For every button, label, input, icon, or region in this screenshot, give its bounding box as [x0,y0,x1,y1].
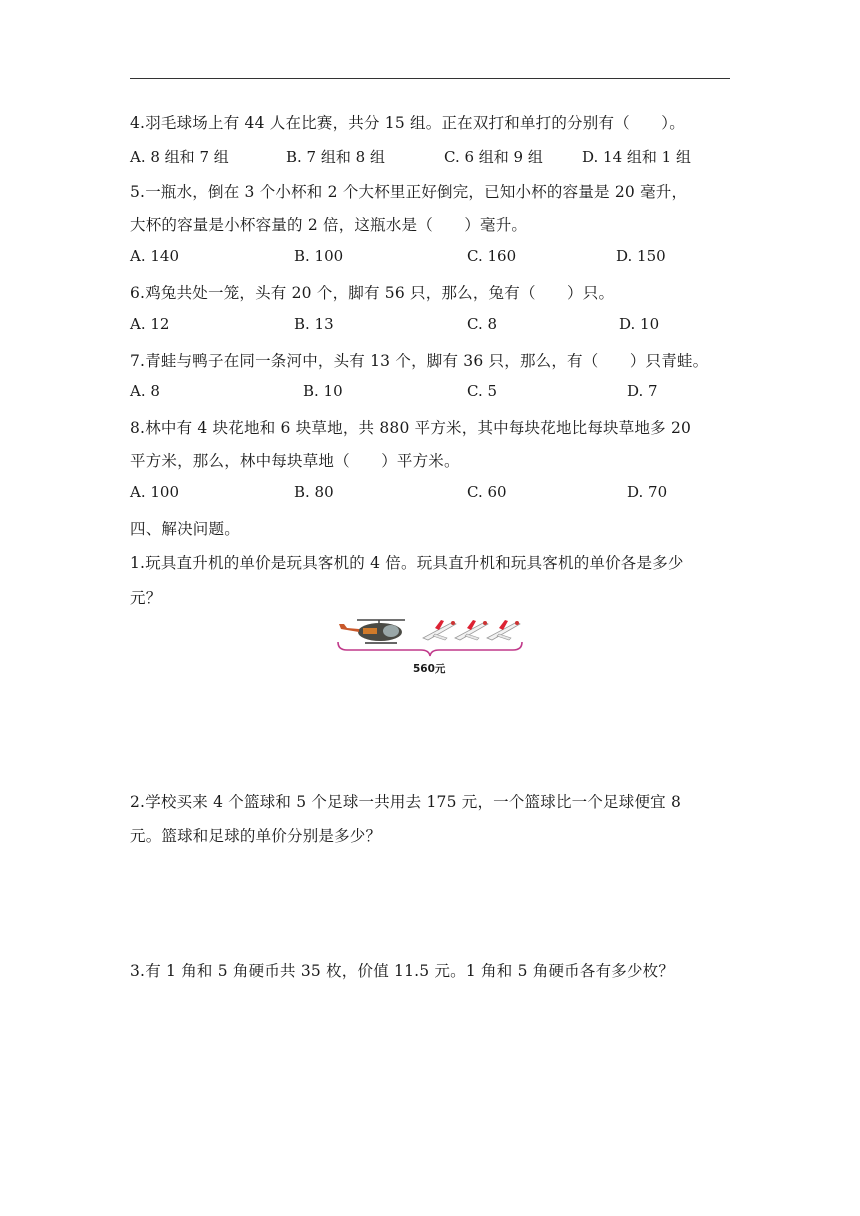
q6-option-b: B. 13 [294,315,334,333]
q7-option-b: B. 10 [303,382,343,400]
q7-option-c: C. 5 [467,382,498,400]
q4-option-b: B. 7 组和 8 组 [286,148,385,166]
airplane-image-1 [423,620,456,640]
q8-option-d: D. 70 [627,483,668,501]
q6-option-a: A. 12 [130,315,170,333]
p3-line1: 3.有 1 角和 5 角硬币共 35 枚，价值 11.5 元。1 角和 5 角硬币各有多少枚？ [130,962,675,980]
q5-option-a: A. 140 [130,247,179,265]
total-brace [338,642,522,656]
p1-line1: 1.玩具直升机的单价是玩具客机的 4 倍。玩具直升机和玩具客机的单价各是多少 [130,554,684,572]
helicopter-image [339,620,405,643]
q8-option-a: A. 100 [130,483,179,501]
q6-stem: 6.鸡兔共处一笼，头有 20 个，脚有 56 只，那么，兔有（ ）只。 [130,284,615,302]
section-heading: 四、解决问题。 [130,520,240,538]
q7-option-d: D. 7 [627,382,658,400]
q5-option-d: D. 150 [616,247,666,265]
airplane-image-2 [455,620,488,640]
p1-line2: 元？ [130,589,162,607]
q6-option-c: C. 8 [467,315,498,333]
q8-stem-line2: 平方米，那么，林中每块草地（ ）平方米。 [130,452,460,470]
q4-option-a: A. 8 组和 7 组 [130,148,229,166]
q8-option-b: B. 80 [294,483,334,501]
airplane-image-3 [487,620,520,640]
q8-stem-line1: 8.林中有 4 块花地和 6 块草地，共 880 平方米，其中每块花地比每块草地多 20 [130,419,692,437]
q6-option-d: D. 10 [619,315,660,333]
q4-option-d: D. 14 组和 1 组 [582,148,691,166]
q8-option-c: C. 60 [467,483,507,501]
q7-option-a: A. 8 [130,382,160,400]
figure-total-label: 560元 [413,663,446,675]
q5-stem-line1: 5.一瓶水，倒在 3 个小杯和 2 个大杯里正好倒完，已知小杯的容量是 20 毫升， [130,183,688,201]
q5-stem-line2: 大杯的容量是小杯容量的 2 倍，这瓶水是（ ）毫升。 [130,216,528,234]
p2-line2: 元。篮球和足球的单价分别是多少？ [130,827,382,845]
q7-stem: 7.青蛙与鸭子在同一条河中，头有 13 个，脚有 36 只，那么，有（ ）只青蛙。 [130,352,709,370]
q5-option-b: B. 100 [294,247,344,265]
q4-option-c: C. 6 组和 9 组 [444,148,543,166]
header-rule [130,78,730,79]
q5-option-c: C. 160 [467,247,517,265]
p2-line1: 2.学校买来 4 个篮球和 5 个足球一共用去 175 元，一个篮球比一个足球便宜 8 [130,793,682,811]
q4-stem: 4.羽毛球场上有 44 人在比赛，共分 15 组。正在双打和单打的分别有（ ）。 [130,114,685,132]
